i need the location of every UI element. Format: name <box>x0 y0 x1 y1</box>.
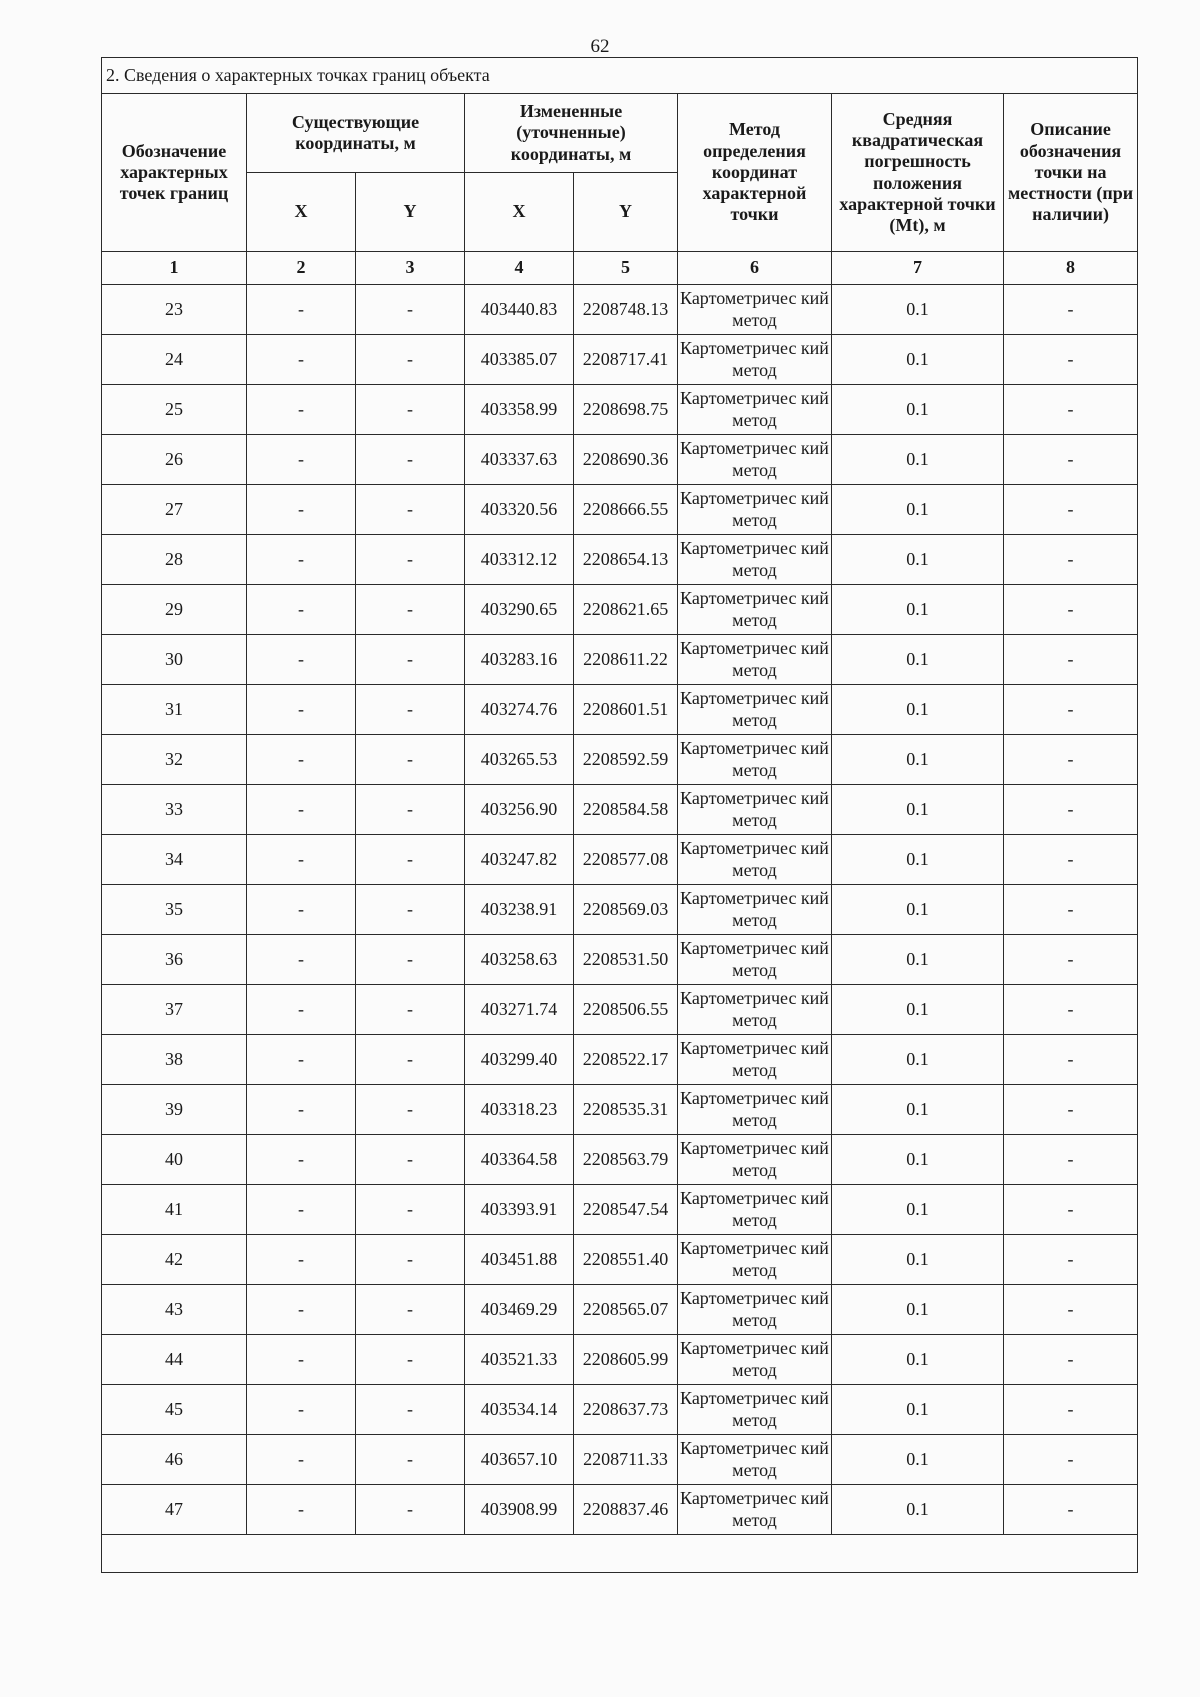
method-cell: Картометричес кий метод <box>678 485 832 535</box>
description-cell: - <box>1004 1035 1138 1085</box>
column-number: 5 <box>574 252 678 285</box>
point-cell: 37 <box>102 985 247 1035</box>
table-row <box>102 1235 1138 1285</box>
existing-x-cell: - <box>247 1235 356 1285</box>
y-cell: 2208535.31 <box>574 1085 678 1135</box>
description-cell: - <box>1004 435 1138 485</box>
description-cell: - <box>1004 635 1138 685</box>
mt-cell: 0.1 <box>832 1035 1004 1085</box>
point-cell: 28 <box>102 535 247 585</box>
point-cell: 30 <box>102 635 247 685</box>
x-cell: 403534.14 <box>465 1385 574 1435</box>
method-cell: Картометричес кий метод <box>678 1385 832 1435</box>
point-cell: 41 <box>102 1185 247 1235</box>
table-row <box>102 685 1138 735</box>
description-cell: - <box>1004 585 1138 635</box>
existing-y-cell: - <box>356 885 465 935</box>
y-cell: 2208717.41 <box>574 335 678 385</box>
method-cell: Картометричес кий метод <box>678 385 832 435</box>
table-row <box>102 285 1138 335</box>
x-cell: 403451.88 <box>465 1235 574 1285</box>
point-cell: 25 <box>102 385 247 435</box>
y-cell: 2208551.40 <box>574 1235 678 1285</box>
existing-y-cell: - <box>356 335 465 385</box>
header-existing-x: X <box>247 173 356 252</box>
existing-x-cell: - <box>247 735 356 785</box>
existing-y-cell: - <box>356 1135 465 1185</box>
y-cell: 2208711.33 <box>574 1435 678 1485</box>
point-cell: 36 <box>102 935 247 985</box>
description-cell: - <box>1004 1285 1138 1335</box>
y-cell: 2208666.55 <box>574 485 678 535</box>
description-cell: - <box>1004 335 1138 385</box>
table-row <box>102 785 1138 835</box>
description-cell: - <box>1004 785 1138 835</box>
header-existing-y: Y <box>356 173 465 252</box>
mt-cell: 0.1 <box>832 1435 1004 1485</box>
y-cell: 2208611.22 <box>574 635 678 685</box>
y-cell: 2208605.99 <box>574 1335 678 1385</box>
method-cell: Картометричес кий метод <box>678 1135 832 1185</box>
header-changed-y: Y <box>574 173 678 252</box>
mt-cell: 0.1 <box>832 485 1004 535</box>
y-cell: 2208522.17 <box>574 1035 678 1085</box>
header-method: Метод определения координат характерной точки <box>678 94 832 252</box>
mt-cell: 0.1 <box>832 1485 1004 1535</box>
header-changed-coords: Измененные (уточненные) координаты, м <box>465 94 678 173</box>
existing-y-cell: - <box>356 785 465 835</box>
header-description: Описание обозначения точки на местности (при наличии) <box>1004 94 1138 252</box>
point-cell: 47 <box>102 1485 247 1535</box>
x-cell: 403258.63 <box>465 935 574 985</box>
column-number: 3 <box>356 252 465 285</box>
mt-cell: 0.1 <box>832 1085 1004 1135</box>
table-row <box>102 1335 1138 1385</box>
x-cell: 403256.90 <box>465 785 574 835</box>
existing-y-cell: - <box>356 485 465 535</box>
point-cell: 26 <box>102 435 247 485</box>
description-cell: - <box>1004 985 1138 1035</box>
y-cell: 2208563.79 <box>574 1135 678 1185</box>
existing-x-cell: - <box>247 885 356 935</box>
method-cell: Картометричес кий метод <box>678 535 832 585</box>
column-number-row <box>102 252 1138 285</box>
method-cell: Картометричес кий метод <box>678 285 832 335</box>
y-cell: 2208584.58 <box>574 785 678 835</box>
existing-x-cell: - <box>247 1135 356 1185</box>
point-cell: 29 <box>102 585 247 635</box>
table-row <box>102 635 1138 685</box>
description-cell: - <box>1004 1135 1138 1185</box>
point-cell: 31 <box>102 685 247 735</box>
existing-x-cell: - <box>247 1435 356 1485</box>
mt-cell: 0.1 <box>832 335 1004 385</box>
empty-row <box>102 1535 1138 1573</box>
mt-cell: 0.1 <box>832 1385 1004 1435</box>
table-row <box>102 885 1138 935</box>
point-cell: 34 <box>102 835 247 885</box>
point-cell: 46 <box>102 1435 247 1485</box>
existing-y-cell: - <box>356 1185 465 1235</box>
existing-y-cell: - <box>356 1035 465 1085</box>
table-row <box>102 835 1138 885</box>
table-row <box>102 1435 1138 1485</box>
existing-y-cell: - <box>356 435 465 485</box>
method-cell: Картометричес кий метод <box>678 785 832 835</box>
table-row <box>102 735 1138 785</box>
header-error: Средняя квадратическая погрешность положения характерной точки (Mt), м <box>832 94 1004 252</box>
method-cell: Картометричес кий метод <box>678 1485 832 1535</box>
x-cell: 403908.99 <box>465 1485 574 1535</box>
mt-cell: 0.1 <box>832 285 1004 335</box>
mt-cell: 0.1 <box>832 685 1004 735</box>
x-cell: 403440.83 <box>465 285 574 335</box>
method-cell: Картометричес кий метод <box>678 435 832 485</box>
existing-x-cell: - <box>247 385 356 435</box>
mt-cell: 0.1 <box>832 1335 1004 1385</box>
x-cell: 403657.10 <box>465 1435 574 1485</box>
x-cell: 403274.76 <box>465 685 574 735</box>
existing-y-cell: - <box>356 835 465 885</box>
x-cell: 403265.53 <box>465 735 574 785</box>
description-cell: - <box>1004 1185 1138 1235</box>
mt-cell: 0.1 <box>832 385 1004 435</box>
table-row <box>102 435 1138 485</box>
x-cell: 403299.40 <box>465 1035 574 1085</box>
header-changed-x: X <box>465 173 574 252</box>
method-cell: Картометричес кий метод <box>678 1435 832 1485</box>
method-cell: Картометричес кий метод <box>678 685 832 735</box>
mt-cell: 0.1 <box>832 1235 1004 1285</box>
y-cell: 2208637.73 <box>574 1385 678 1435</box>
y-cell: 2208592.59 <box>574 735 678 785</box>
table-row <box>102 1385 1138 1435</box>
point-cell: 27 <box>102 485 247 535</box>
point-cell: 35 <box>102 885 247 935</box>
table-row <box>102 985 1138 1035</box>
table-row <box>102 1485 1138 1535</box>
existing-y-cell: - <box>356 1285 465 1335</box>
column-number: 4 <box>465 252 574 285</box>
header-existing-coords: Существующие координаты, м <box>247 94 465 173</box>
column-number: 2 <box>247 252 356 285</box>
existing-y-cell: - <box>356 585 465 635</box>
x-cell: 403320.56 <box>465 485 574 535</box>
mt-cell: 0.1 <box>832 885 1004 935</box>
point-cell: 45 <box>102 1385 247 1435</box>
method-cell: Картометричес кий метод <box>678 835 832 885</box>
table-row <box>102 1285 1138 1335</box>
description-cell: - <box>1004 685 1138 735</box>
table-row <box>102 1135 1138 1185</box>
existing-y-cell: - <box>356 385 465 435</box>
mt-cell: 0.1 <box>832 585 1004 635</box>
mt-cell: 0.1 <box>832 785 1004 835</box>
existing-x-cell: - <box>247 1085 356 1135</box>
method-cell: Картометричес кий метод <box>678 1335 832 1385</box>
existing-y-cell: - <box>356 735 465 785</box>
table-row <box>102 335 1138 385</box>
table-row <box>102 935 1138 985</box>
x-cell: 403521.33 <box>465 1335 574 1385</box>
table-row <box>102 385 1138 435</box>
description-cell: - <box>1004 1235 1138 1285</box>
table-row <box>102 535 1138 585</box>
existing-x-cell: - <box>247 285 356 335</box>
point-cell: 24 <box>102 335 247 385</box>
x-cell: 403385.07 <box>465 335 574 385</box>
existing-y-cell: - <box>356 685 465 735</box>
point-cell: 23 <box>102 285 247 335</box>
empty-cell <box>102 1535 1138 1573</box>
method-cell: Картометричес кий метод <box>678 1085 832 1135</box>
description-cell: - <box>1004 1435 1138 1485</box>
point-cell: 42 <box>102 1235 247 1285</box>
existing-x-cell: - <box>247 835 356 885</box>
table-row <box>102 1085 1138 1135</box>
mt-cell: 0.1 <box>832 735 1004 785</box>
y-cell: 2208698.75 <box>574 385 678 435</box>
existing-x-cell: - <box>247 635 356 685</box>
page-number: 62 <box>590 36 610 57</box>
existing-y-cell: - <box>356 1485 465 1535</box>
existing-y-cell: - <box>356 285 465 335</box>
method-cell: Картометричес кий метод <box>678 985 832 1035</box>
y-cell: 2208506.55 <box>574 985 678 1035</box>
point-cell: 44 <box>102 1335 247 1385</box>
y-cell: 2208601.51 <box>574 685 678 735</box>
existing-x-cell: - <box>247 335 356 385</box>
mt-cell: 0.1 <box>832 985 1004 1035</box>
existing-y-cell: - <box>356 1235 465 1285</box>
table-row <box>102 1035 1138 1085</box>
x-cell: 403358.99 <box>465 385 574 435</box>
column-number: 7 <box>832 252 1004 285</box>
description-cell: - <box>1004 835 1138 885</box>
method-cell: Картометричес кий метод <box>678 635 832 685</box>
existing-x-cell: - <box>247 985 356 1035</box>
point-cell: 43 <box>102 1285 247 1335</box>
description-cell: - <box>1004 885 1138 935</box>
x-cell: 403238.91 <box>465 885 574 935</box>
x-cell: 403393.91 <box>465 1185 574 1235</box>
y-cell: 2208654.13 <box>574 535 678 585</box>
existing-y-cell: - <box>356 535 465 585</box>
description-cell: - <box>1004 935 1138 985</box>
existing-x-cell: - <box>247 1385 356 1435</box>
description-cell: - <box>1004 285 1138 335</box>
y-cell: 2208621.65 <box>574 585 678 635</box>
existing-x-cell: - <box>247 1185 356 1235</box>
column-number: 8 <box>1004 252 1138 285</box>
x-cell: 403247.82 <box>465 835 574 885</box>
existing-x-cell: - <box>247 535 356 585</box>
method-cell: Картометричес кий метод <box>678 335 832 385</box>
point-cell: 38 <box>102 1035 247 1085</box>
existing-x-cell: - <box>247 1035 356 1085</box>
mt-cell: 0.1 <box>832 435 1004 485</box>
x-cell: 403290.65 <box>465 585 574 635</box>
x-cell: 403469.29 <box>465 1285 574 1335</box>
existing-x-cell: - <box>247 585 356 635</box>
existing-y-cell: - <box>356 1335 465 1385</box>
x-cell: 403271.74 <box>465 985 574 1035</box>
mt-cell: 0.1 <box>832 635 1004 685</box>
existing-y-cell: - <box>356 1385 465 1435</box>
y-cell: 2208531.50 <box>574 935 678 985</box>
existing-x-cell: - <box>247 685 356 735</box>
y-cell: 2208690.36 <box>574 435 678 485</box>
x-cell: 403312.12 <box>465 535 574 585</box>
method-cell: Картометричес кий метод <box>678 885 832 935</box>
boundary-points-table <box>101 57 1138 1573</box>
header-row <box>102 94 1138 173</box>
method-cell: Картометричес кий метод <box>678 735 832 785</box>
method-cell: Картометричес кий метод <box>678 1285 832 1335</box>
point-cell: 40 <box>102 1135 247 1185</box>
existing-y-cell: - <box>356 1435 465 1485</box>
point-cell: 33 <box>102 785 247 835</box>
method-cell: Картометричес кий метод <box>678 1235 832 1285</box>
existing-x-cell: - <box>247 935 356 985</box>
method-cell: Картометричес кий метод <box>678 1035 832 1085</box>
mt-cell: 0.1 <box>832 1285 1004 1335</box>
description-cell: - <box>1004 1085 1138 1135</box>
existing-x-cell: - <box>247 1335 356 1385</box>
existing-x-cell: - <box>247 1285 356 1335</box>
mt-cell: 0.1 <box>832 1135 1004 1185</box>
description-cell: - <box>1004 535 1138 585</box>
column-number: 1 <box>102 252 247 285</box>
description-cell: - <box>1004 735 1138 785</box>
mt-cell: 0.1 <box>832 935 1004 985</box>
table-row <box>102 1185 1138 1235</box>
method-cell: Картометричес кий метод <box>678 585 832 635</box>
column-number: 6 <box>678 252 832 285</box>
table-row <box>102 585 1138 635</box>
description-cell: - <box>1004 1485 1138 1535</box>
y-cell: 2208569.03 <box>574 885 678 935</box>
method-cell: Картометричес кий метод <box>678 935 832 985</box>
x-cell: 403283.16 <box>465 635 574 685</box>
section-title: 2. Сведения о характерных точках границ объекта <box>102 58 1138 94</box>
description-cell: - <box>1004 385 1138 435</box>
y-cell: 2208577.08 <box>574 835 678 885</box>
x-cell: 403337.63 <box>465 435 574 485</box>
header-designation: Обозначение характерных точек границ <box>102 94 247 252</box>
method-cell: Картометричес кий метод <box>678 1185 832 1235</box>
mt-cell: 0.1 <box>832 535 1004 585</box>
description-cell: - <box>1004 485 1138 535</box>
y-cell: 2208748.13 <box>574 285 678 335</box>
existing-x-cell: - <box>247 785 356 835</box>
existing-x-cell: - <box>247 435 356 485</box>
y-cell: 2208565.07 <box>574 1285 678 1335</box>
existing-x-cell: - <box>247 485 356 535</box>
description-cell: - <box>1004 1335 1138 1385</box>
y-cell: 2208547.54 <box>574 1185 678 1235</box>
point-cell: 32 <box>102 735 247 785</box>
existing-y-cell: - <box>356 635 465 685</box>
table-row <box>102 485 1138 535</box>
existing-y-cell: - <box>356 1085 465 1135</box>
y-cell: 2208837.46 <box>574 1485 678 1535</box>
mt-cell: 0.1 <box>832 835 1004 885</box>
description-cell: - <box>1004 1385 1138 1435</box>
existing-x-cell: - <box>247 1485 356 1535</box>
existing-y-cell: - <box>356 985 465 1035</box>
x-cell: 403318.23 <box>465 1085 574 1135</box>
point-cell: 39 <box>102 1085 247 1135</box>
section-title-row <box>102 58 1138 94</box>
x-cell: 403364.58 <box>465 1135 574 1185</box>
existing-y-cell: - <box>356 935 465 985</box>
mt-cell: 0.1 <box>832 1185 1004 1235</box>
